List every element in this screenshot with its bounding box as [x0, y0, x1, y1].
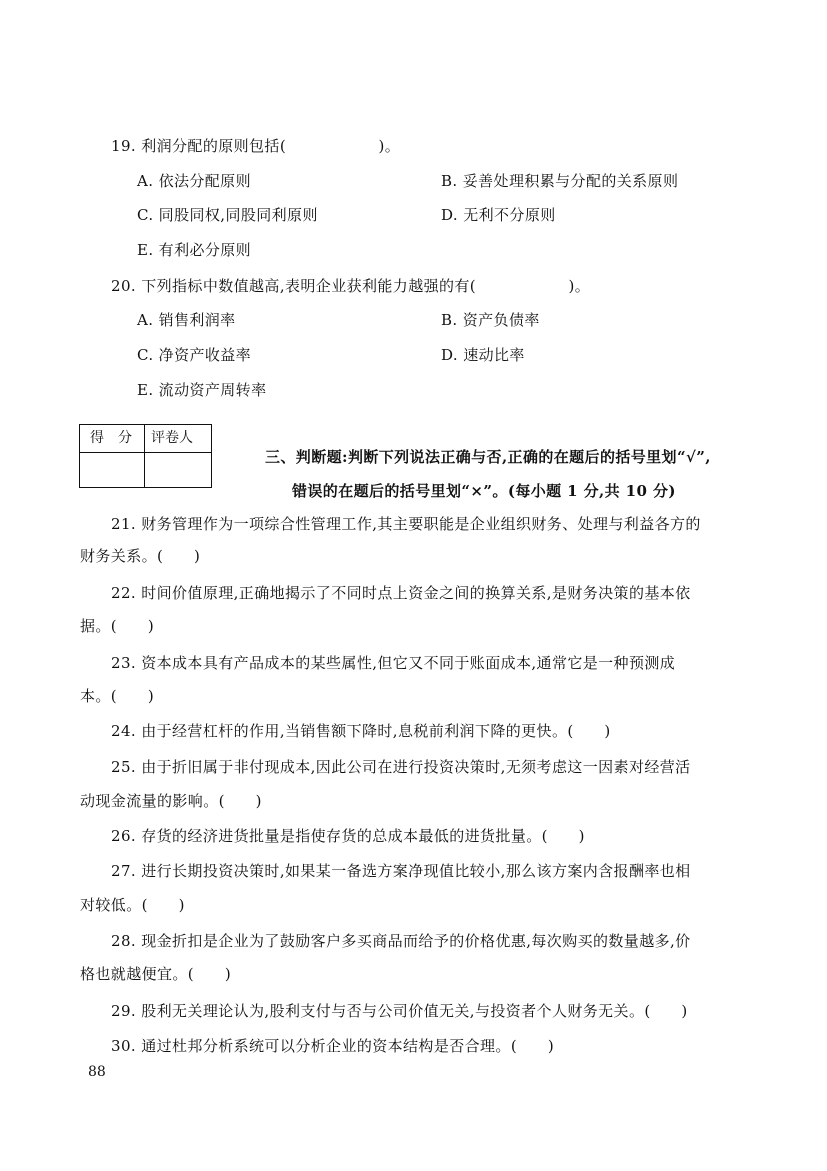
question-27-line1: 27. 进行长期投资决策时,如果某一备选方案净现值比较小,那么该方案内含报酬率也相 [111, 862, 691, 880]
section-3-title-line1: 三、判断题:判断下列说法正确与否,正确的在题后的括号里划“√”, [265, 448, 711, 466]
question-30: 30. 通过杜邦分析系统可以分析企业的资本结构是否合理。( ) [111, 1037, 555, 1055]
question-19-stem: 19. 利润分配的原则包括( )。 [111, 137, 401, 155]
q19-option-e: E. 有利必分原则 [137, 241, 252, 259]
question-24: 24. 由于经营杠杆的作用,当销售额下降时,息税前利润下降的更快。( ) [111, 722, 611, 740]
q20-option-e: E. 流动资产周转率 [137, 381, 267, 399]
section-3-title-line2: 错误的在题后的括号里划“×”。(每小题 1 分,共 10 分) [292, 482, 676, 500]
question-21-line1: 21. 财务管理作为一项综合性管理工作,其主要职能是企业组织财务、处理与利益各方的 [111, 515, 701, 533]
question-26: 26. 存货的经济进货批量是指使存货的总成本最低的进货批量。( ) [111, 827, 585, 845]
q20-option-a: A. 销售利润率 [137, 311, 236, 329]
grader-label: 评卷人 [151, 430, 193, 446]
q19-option-c: C. 同股同权,同股同利原则 [137, 206, 318, 224]
q20-option-d: D. 速动比率 [441, 346, 525, 364]
q19-option-b: B. 妥善处理积累与分配的关系原则 [441, 172, 679, 190]
question-22-line1: 22. 时间价值原理,正确地揭示了不同时点上资金之间的换算关系,是财务决策的基本依 [111, 584, 691, 602]
q20-option-b: B. 资产负债率 [441, 311, 540, 329]
question-25-line2: 动现金流量的影响。( ) [80, 792, 262, 810]
question-22-line2: 据。( ) [80, 617, 155, 635]
question-23-line2: 本。( ) [80, 687, 155, 705]
score-box-divider-v [144, 425, 145, 487]
q20-option-c: C. 净资产收益率 [137, 346, 252, 364]
question-23-line1: 23. 资本成本具有产品成本的某些属性,但它又不同于账面成本,通常它是一种预测成 [111, 654, 676, 672]
question-29: 29. 股利无关理论认为,股利支付与否与公司价值无关,与投资者个人财务无关。( ) [111, 1002, 688, 1020]
score-box [79, 424, 212, 488]
question-20-stem: 20. 下列指标中数值越高,表明企业获利能力越强的有( )。 [111, 277, 591, 295]
q19-option-d: D. 无利不分原则 [441, 206, 556, 224]
score-box-divider-h [80, 452, 211, 453]
question-25-line1: 25. 由于折旧属于非付现成本,因此公司在进行投资决策时,无须考虑这一因素对经营活 [111, 758, 691, 776]
question-28-line1: 28. 现金折扣是企业为了鼓励客户多买商品而给予的价格优惠,每次购买的数量越多,价 [111, 932, 691, 950]
question-21-line2: 财务关系。( ) [80, 547, 201, 565]
question-27-line2: 对较低。( ) [80, 896, 185, 914]
q19-option-a: A. 依法分配原则 [137, 172, 251, 190]
score-label: 得 分 [90, 430, 132, 446]
question-28-line2: 格也就越便宜。( ) [80, 965, 232, 983]
page-number: 88 [88, 1064, 106, 1080]
